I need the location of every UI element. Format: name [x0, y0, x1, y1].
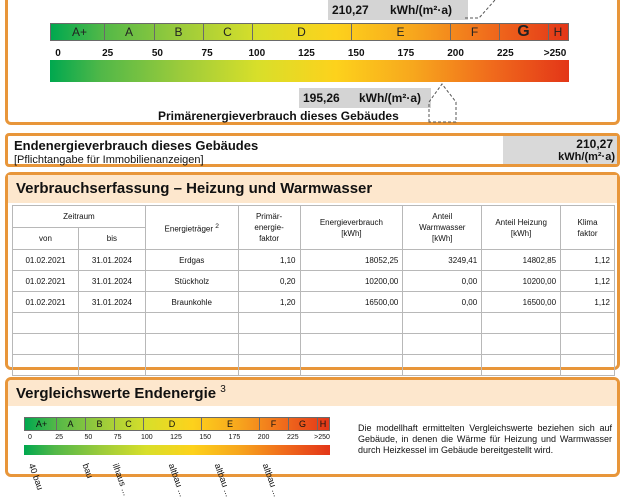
- cell-verbrauch: 10200,00: [300, 271, 403, 292]
- comparison-scale-tick: 25: [55, 434, 64, 441]
- table-row: [13, 292, 615, 313]
- comparison-reference-label: bau: [80, 462, 96, 480]
- energy-class-divider: [203, 24, 204, 40]
- cell-klima: 1,12: [561, 271, 615, 292]
- col-header-line: faktor: [259, 234, 280, 243]
- energy-scale-tick: 50: [151, 48, 163, 59]
- energy-class-d: D: [297, 25, 306, 39]
- cell-bis: 31.01.2024: [78, 271, 145, 292]
- comparison-class-divider: [259, 418, 260, 430]
- cell-heizung: 10200,00: [482, 271, 561, 292]
- energy-scale-section: [5, 0, 620, 125]
- col-header-energietraeger: [145, 206, 238, 250]
- energy-scale-tick: 25: [102, 48, 114, 59]
- comparison-class-b: B: [96, 419, 103, 429]
- energy-scale-tick: 0: [55, 48, 61, 59]
- cell-heizung: 16500,00: [482, 292, 561, 313]
- comparison-reference-label: altbau ...: [212, 462, 234, 498]
- comparison-scale-tick: 0: [28, 434, 32, 441]
- comparison-header: [8, 380, 617, 406]
- cell-empty: [13, 313, 79, 334]
- comparison-class-c: C: [125, 419, 132, 429]
- end-energy-value-box: [503, 136, 617, 164]
- cell-empty: [145, 355, 238, 376]
- energy-scale-tick: 125: [298, 48, 315, 59]
- primary-energy-value: 195,26: [303, 91, 340, 105]
- energy-class-divider: [499, 24, 500, 40]
- comparison-title-sup: 3: [220, 384, 226, 395]
- col-header-line: [kWh]: [432, 234, 453, 243]
- comparison-scale-tick: 100: [140, 434, 153, 441]
- consumption-table: [12, 205, 615, 376]
- table-row: [13, 250, 615, 271]
- col-header-line: Anteil: [432, 212, 453, 221]
- consumption-header: [8, 175, 617, 203]
- energy-scale-tick: 100: [248, 48, 266, 59]
- cell-empty: [78, 313, 145, 334]
- energy-class-e: E: [396, 25, 405, 39]
- col-header-line: energie-: [254, 223, 284, 232]
- end-energy-summary: [5, 133, 620, 167]
- energy-class-divider: [154, 24, 155, 40]
- col-header-anteil-warmwasser: [403, 206, 482, 250]
- col-header-line: Energieverbrauch: [319, 217, 383, 227]
- energy-scale-tick: 200: [447, 48, 464, 59]
- cell-empty: [300, 334, 403, 355]
- end-energy-unit: kWh/(m²·a): [558, 151, 615, 163]
- cell-empty: [238, 334, 300, 355]
- comparison-class-divider: [317, 418, 318, 430]
- cell-empty: [13, 334, 79, 355]
- col-header-energietraeger-label: Energieträger: [164, 224, 214, 234]
- col-header-von: von: [13, 228, 79, 250]
- energy-class-h: H: [553, 25, 563, 39]
- comparison-reference-label: 40 bau: [26, 462, 46, 492]
- cell-heizung: 14802,85: [482, 250, 561, 271]
- primary-energy-marker: [299, 88, 431, 108]
- primary-energy-unit: kWh/(m²·a): [359, 91, 421, 105]
- cell-empty: [300, 313, 403, 334]
- cell-von: 01.02.2021: [13, 250, 79, 271]
- cell-faktor: 1,10: [238, 250, 300, 271]
- energy-scale-tick: >250: [543, 48, 567, 59]
- energy-class-divider: [351, 24, 352, 40]
- cell-empty: [78, 355, 145, 376]
- comparison-class-aplus: A+: [35, 419, 48, 429]
- consumption-title: Verbrauchserfassung – Heizung und Warmwasser: [16, 180, 373, 197]
- table-row-empty: [13, 313, 615, 334]
- comparison-class-divider: [201, 418, 202, 430]
- cell-empty: [238, 355, 300, 376]
- cell-empty: [403, 334, 482, 355]
- col-header-line: [kWh]: [510, 228, 532, 238]
- cell-empty: [145, 313, 238, 334]
- end-energy-note: [Pflichtangabe für Immobilienanzeigen]: [14, 154, 204, 166]
- table-row-empty: [13, 334, 615, 355]
- cell-empty: [78, 334, 145, 355]
- table-row-empty: [13, 355, 615, 376]
- cell-empty: [482, 334, 561, 355]
- energy-class-bar: [50, 23, 569, 41]
- energy-class-g: G: [517, 23, 530, 40]
- comparison-class-g: G: [298, 419, 306, 429]
- cell-klima: 1,12: [561, 292, 615, 313]
- end-energy-value: 210,27: [576, 137, 613, 151]
- comparison-reference-label: altbau ...: [166, 462, 188, 498]
- col-header-line: faktor: [577, 228, 598, 238]
- comparison-class-f: F: [270, 419, 277, 429]
- energy-class-divider: [104, 24, 105, 40]
- cell-empty: [561, 313, 615, 334]
- cell-bis: 31.01.2024: [78, 250, 145, 271]
- comparison-scale-tick: 175: [228, 434, 241, 441]
- cell-von: 01.02.2021: [13, 271, 79, 292]
- final-energy-value: 210,27: [332, 3, 369, 17]
- col-header-line: Warmwasser: [419, 223, 466, 232]
- col-header-anteil-heizung: [482, 206, 561, 250]
- primary-energy-arrow-icon: [426, 80, 460, 124]
- cell-empty: [300, 355, 403, 376]
- cell-empty: [13, 355, 79, 376]
- cell-empty: [403, 313, 482, 334]
- cell-empty: [482, 355, 561, 376]
- cell-verbrauch: 16500,00: [300, 292, 403, 313]
- cell-faktor: 1,20: [238, 292, 300, 313]
- col-header-line: Primär-: [255, 212, 283, 221]
- col-header-line: Klima: [577, 217, 598, 227]
- comparison-scale-tick: 50: [84, 434, 93, 441]
- comparison-class-a: A: [67, 419, 74, 429]
- comparison-title: [16, 384, 226, 402]
- consumption-table-body: [13, 250, 615, 376]
- cell-bis: 31.01.2024: [78, 292, 145, 313]
- energy-class-a: A: [124, 25, 133, 39]
- cell-empty: [561, 355, 615, 376]
- cell-empty: [238, 313, 300, 334]
- comparison-section: [5, 377, 620, 498]
- energy-class-divider: [548, 24, 549, 40]
- col-header-klimafaktor: [561, 206, 615, 250]
- comparison-scale-tick: >250: [314, 434, 330, 441]
- comparison-class-divider: [85, 418, 86, 430]
- cell-empty: [403, 355, 482, 376]
- comparison-scale-tick: 225: [286, 434, 299, 441]
- final-energy-arrow-icon: [463, 0, 503, 20]
- comparison-class-d: D: [168, 419, 176, 429]
- cell-ww: 0,00: [403, 271, 482, 292]
- comparison-description: Die modellhaft ermittelten Vergleichswerte beziehen sich auf Gebäude, in denen die Wärme für Heizung und Warmwasser durch Heizkessel im Gebäude bereitgestellt wird.: [358, 423, 612, 455]
- cell-traeger: Stückholz: [145, 271, 238, 292]
- comparison-scale-tick: 75: [113, 434, 122, 441]
- comparison-class-h: H: [319, 419, 327, 429]
- col-header-bis: bis: [78, 228, 145, 250]
- comparison-class-divider: [288, 418, 289, 430]
- primary-energy-label: Primärenergieverbrauch dieses Gebäudes: [158, 109, 399, 123]
- final-energy-marker: [328, 0, 468, 20]
- comparison-reference-label: altbau ...: [260, 462, 282, 498]
- energy-class-f: F: [470, 25, 479, 39]
- cell-faktor: 0,20: [238, 271, 300, 292]
- col-header-line: Anteil Heizung: [495, 217, 547, 227]
- energy-class-divider: [450, 24, 451, 40]
- final-energy-unit: kWh/(m²·a): [390, 3, 452, 17]
- comparison-gradient-strip: [24, 445, 330, 455]
- energy-class-divider: [252, 24, 253, 40]
- comparison-class-divider: [114, 418, 115, 430]
- consumption-section: [5, 172, 620, 370]
- comparison-reference-label: ilhaus ...: [110, 462, 132, 497]
- end-energy-title: Endenergieverbrauch dieses Gebäudes: [14, 138, 259, 153]
- comparison-class-e: E: [226, 419, 233, 429]
- energy-scale-tick: 225: [496, 48, 514, 59]
- cell-empty: [482, 313, 561, 334]
- cell-von: 01.02.2021: [13, 292, 79, 313]
- cell-verbrauch: 18052,25: [300, 250, 403, 271]
- comparison-class-bar: [24, 417, 330, 431]
- comparison-class-divider: [56, 418, 57, 430]
- energy-class-c: C: [223, 25, 232, 39]
- comparison-scale-tick: 125: [170, 434, 182, 441]
- cell-empty: [145, 334, 238, 355]
- cell-traeger: Erdgas: [145, 250, 238, 271]
- col-header-energietraeger-sup: 2: [215, 222, 219, 230]
- col-header-zeitraum: Zeitraum: [13, 206, 146, 228]
- cell-traeger: Braunkohle: [145, 292, 238, 313]
- comparison-title-text: Vergleichswerte Endenergie: [16, 385, 217, 402]
- comparison-scale-tick: 200: [257, 434, 270, 441]
- cell-klima: 1,12: [561, 250, 615, 271]
- col-header-primaerenergiefaktor: [238, 206, 300, 250]
- col-header-line: [kWh]: [341, 228, 362, 238]
- cell-ww: 3249,41: [403, 250, 482, 271]
- cell-ww: 0,00: [403, 292, 482, 313]
- col-header-energieverbrauch: [300, 206, 403, 250]
- energy-gradient-strip: [50, 60, 569, 82]
- comparison-class-divider: [143, 418, 144, 430]
- energy-scale-tick: 175: [397, 48, 415, 59]
- table-row: [13, 271, 615, 292]
- cell-empty: [561, 334, 615, 355]
- energy-scale-tick: 75: [201, 48, 213, 59]
- comparison-scale-tick: 150: [199, 434, 212, 441]
- energy-class-b: B: [174, 25, 183, 39]
- energy-scale-tick: 150: [347, 48, 365, 59]
- energy-class-aplus: A+: [71, 25, 87, 39]
